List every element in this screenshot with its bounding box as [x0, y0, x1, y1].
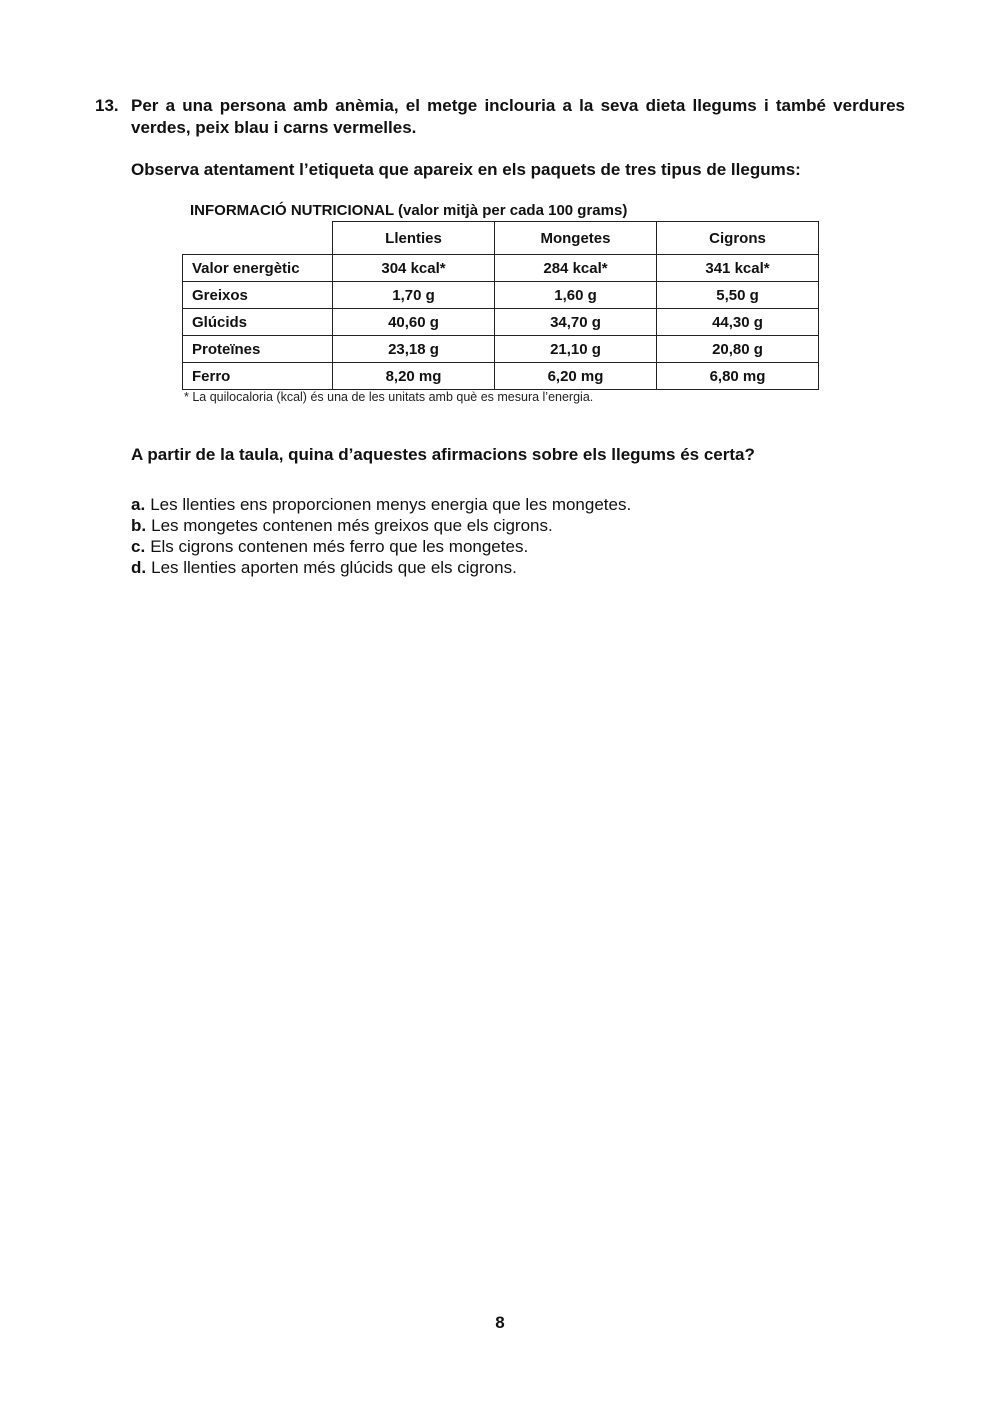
option-text: Els cigrons contenen més ferro que les mongetes.: [150, 537, 529, 556]
table-title: INFORMACIÓ NUTRICIONAL (valor mitjà per cada 100 grams): [190, 202, 628, 219]
row-label: Proteïnes: [183, 336, 333, 363]
table-cell: 44,30 g: [657, 309, 819, 336]
row-label: Greixos: [183, 282, 333, 309]
page-number: 8: [495, 1313, 505, 1332]
table-cell: 8,20 mg: [333, 363, 495, 390]
column-header-llenties: Llenties: [333, 222, 495, 255]
table-row: [183, 282, 819, 309]
answer-option-d: [131, 557, 631, 578]
option-text: Les llenties ens proporcionen menys energia que les mongetes.: [150, 495, 632, 514]
option-text: Les llenties aporten més glúcids que els cigrons.: [151, 558, 517, 577]
table-cell: 284 kcal*: [495, 255, 657, 282]
table-cell: 5,50 g: [657, 282, 819, 309]
question-intro: Per a una persona amb anèmia, el metge inclouria a la seva dieta llegums i també verdures verdes, peix blau i carns vermelles.: [131, 96, 905, 137]
option-letter: a.: [131, 495, 146, 514]
question-header: [95, 95, 905, 139]
question-number: 13.: [95, 96, 119, 115]
nutrition-table: [182, 221, 819, 390]
table-cell: 21,10 g: [495, 336, 657, 363]
answer-option-c: [131, 536, 631, 557]
table-cell: 304 kcal*: [333, 255, 495, 282]
answer-option-a: [131, 494, 631, 515]
table-cell: 40,60 g: [333, 309, 495, 336]
table-cell: 1,60 g: [495, 282, 657, 309]
table-header-row: [183, 222, 819, 255]
option-letter: c.: [131, 537, 146, 556]
column-header-cigrons: Cigrons: [657, 222, 819, 255]
row-label: Ferro: [183, 363, 333, 390]
question-instruction: Observa atentament l’etiqueta que apareix en els paquets de tres tipus de llegums:: [131, 160, 801, 179]
answer-option-b: [131, 515, 631, 536]
answer-options: [131, 494, 631, 578]
table-cell: 341 kcal*: [657, 255, 819, 282]
column-header-mongetes: Mongetes: [495, 222, 657, 255]
table-footnote: * La quilocaloria (kcal) és una de les unitats amb què es mesura l’energia.: [184, 390, 594, 404]
table-row: [183, 363, 819, 390]
table-row: [183, 255, 819, 282]
table-cell: 6,80 mg: [657, 363, 819, 390]
table-cell: 23,18 g: [333, 336, 495, 363]
option-letter: b.: [131, 516, 147, 535]
table-corner-cell: [183, 222, 333, 255]
row-label: Valor energètic: [183, 255, 333, 282]
table-cell: 20,80 g: [657, 336, 819, 363]
option-letter: d.: [131, 558, 147, 577]
table-cell: 1,70 g: [333, 282, 495, 309]
row-label: Glúcids: [183, 309, 333, 336]
option-text: Les mongetes contenen més greixos que els cigrons.: [151, 516, 553, 535]
table-row: [183, 336, 819, 363]
table-cell: 6,20 mg: [495, 363, 657, 390]
question-prompt: A partir de la taula, quina d’aquestes afirmacions sobre els llegums és certa?: [131, 445, 755, 464]
table-row: [183, 309, 819, 336]
table-cell: 34,70 g: [495, 309, 657, 336]
